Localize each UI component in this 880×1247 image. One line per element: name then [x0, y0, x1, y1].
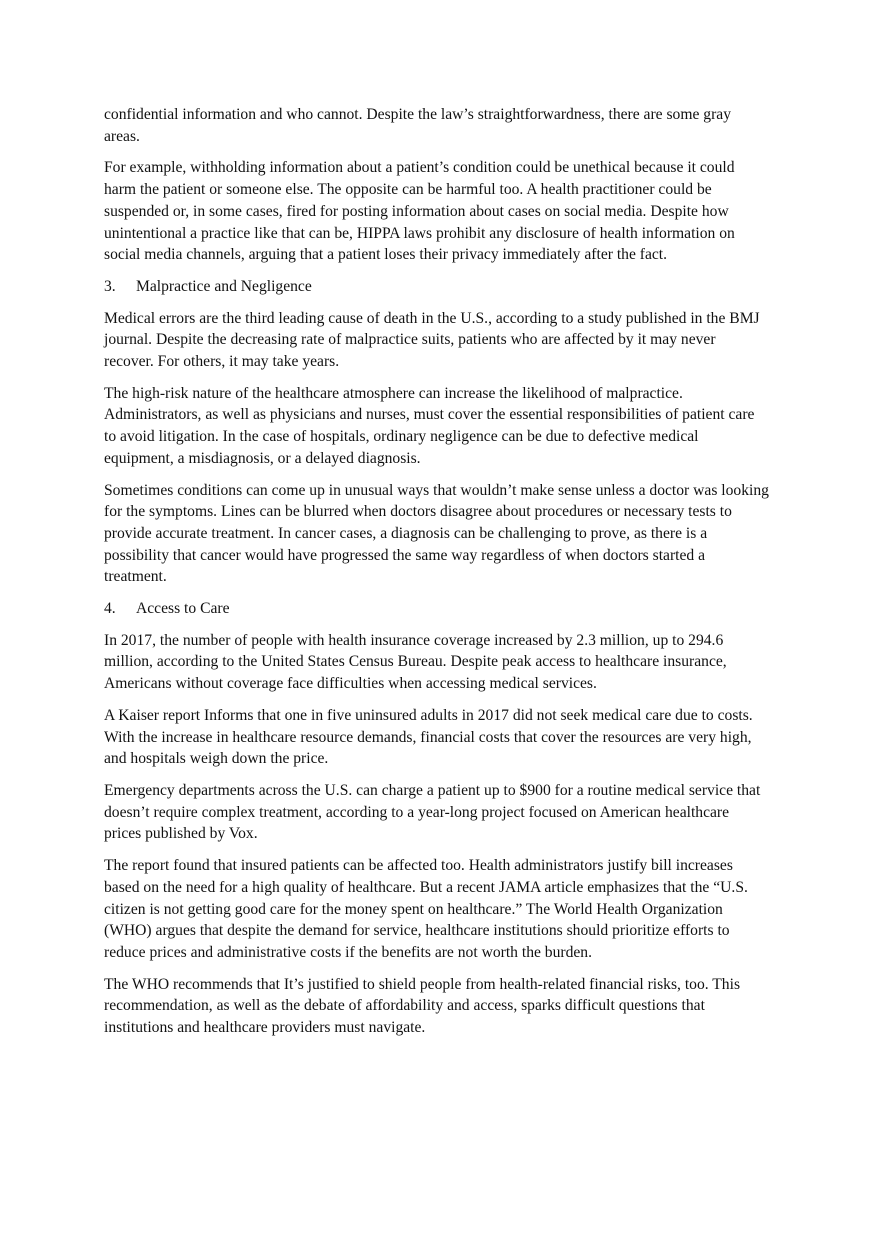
section-title: Malpractice and Negligence: [136, 277, 312, 295]
paragraph-emergency-departments: Emergency departments across the U.S. can charge a patient up to $900 for a routine medical service that doesn’t require complex treatment, according to a year-long project focused on American healthcare prices published by Vox.: [104, 781, 761, 843]
document-body: [104, 104, 769, 1049]
paragraph-insurance-2017: In 2017, the number of people with health insurance coverage increased by 2.3 million, up to 294.6 million, according to the United States Census Bureau. Despite peak access to healthcare insurance, Americans without coverage face difficulties when accessing medical services.: [104, 631, 727, 693]
paragraph-who-recommends: The WHO recommends that It’s justified to shield people from health-related financial risks, too. This recommendation, as well as the debate of affordability and access, sparks difficult questions that institutions and healthcare providers must navigate.: [104, 975, 741, 1037]
section-number: 3.: [104, 277, 116, 295]
section-title: Access to Care: [136, 600, 230, 618]
paragraph-high-risk: The high-risk nature of the healthcare atmosphere can increase the likelihood of malpractice. Administrators, as well as physicians and nurses, must cover the essential responsibilities of patient care to avoid litigation. In the case of hospitals, ordinary negligence can be due to defective medical equipment, a misdiagnosis, or a delayed diagnosis.: [104, 384, 755, 467]
paragraph-unusual-conditions: Sometimes conditions can come up in unusual ways that wouldn’t make sense unless a doctor was looking for the symptoms. Lines can be blurred when doctors disagree about procedures or necessary tests to provide accurate treatment. In cancer cases, a diagnosis can be challenging to prove, as there is a possibility that cancer would have progressed the same way regardless of when doctors started a treatment.: [104, 481, 769, 586]
paragraph-medical-errors: Medical errors are the third leading cause of death in the U.S., according to a study published in the BMJ journal. Despite the decreasing rate of malpractice suits, patients who are affected by it may never recover. For others, it may take years.: [104, 309, 760, 371]
section-heading-access-to-care: [104, 598, 769, 620]
paragraph-withholding-example: For example, withholding information about a patient’s condition could be unethical because it could harm the patient or someone else. The opposite can be harmful too. A health practitioner could be suspended or, in some cases, fired for posting information about cases on social media. Despite how unintentional a practice like that can be, HIPPA laws prohibit any disclosure of health information on social media channels, arguing that a patient loses their privacy immediately after the fact.: [104, 159, 735, 264]
paragraph-kaiser-report: A Kaiser report Informs that one in five uninsured adults in 2017 did not seek medical care due to costs. With the increase in healthcare resource demands, financial costs that cover the resources are very high, and hospitals weigh down the price.: [104, 706, 753, 768]
section-number: 4.: [104, 600, 116, 618]
paragraph-confidentiality-continued: confidential information and who cannot. Despite the law’s straightforwardness, there are some gray areas.: [104, 106, 732, 145]
paragraph-insured-patients: The report found that insured patients can be affected too. Health administrators justify bill increases based on the need for a high quality of healthcare. But a recent JAMA article emphasizes that the “U.S. citizen is not getting good care for the money spent on healthcare.” The World Health Organization (WHO) argues that despite the demand for service, healthcare institutions should prioritize efforts to reduce prices and administrative costs if the benefits are not worth the burden.: [104, 857, 748, 961]
section-heading-malpractice: [104, 276, 769, 298]
